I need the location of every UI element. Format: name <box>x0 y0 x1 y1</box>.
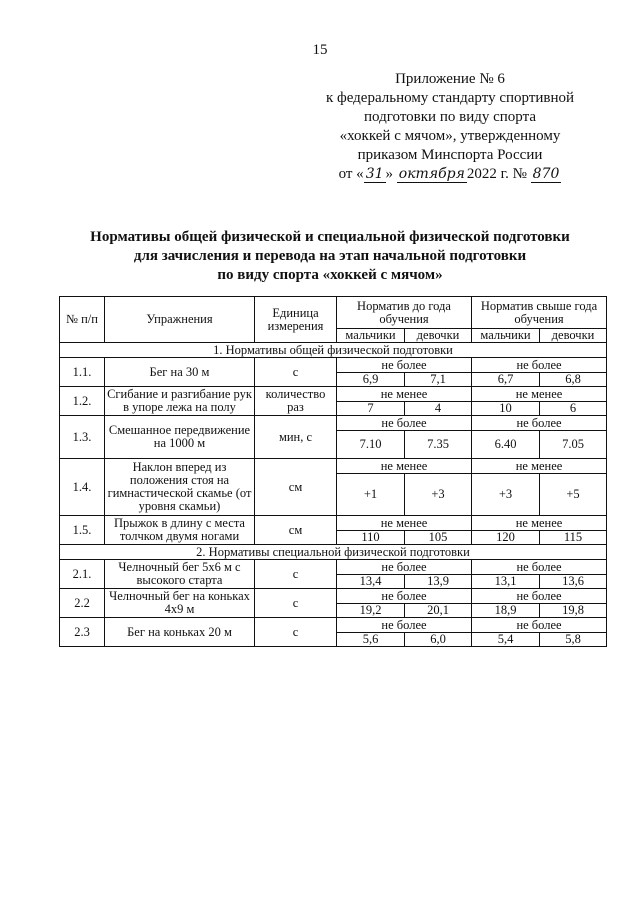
table-row <box>60 358 607 373</box>
row-condition: не менее <box>337 459 472 474</box>
value-cell: +1 <box>337 474 405 516</box>
row-num: 2.1. <box>60 560 105 589</box>
header-unit: Единица измерения <box>255 297 337 343</box>
title-line: для зачисления и перевода на этап начальной подготовки <box>133 248 527 264</box>
table-row <box>60 560 607 575</box>
row-unit: см <box>255 459 337 516</box>
value-cell: 5,6 <box>337 633 405 647</box>
table-row <box>60 589 607 604</box>
row-num: 1.4. <box>60 459 105 516</box>
value-cell: 5,4 <box>472 633 540 647</box>
row-num: 1.1. <box>60 358 105 387</box>
row-unit: количество раз <box>255 387 337 416</box>
table-row <box>60 416 607 431</box>
header-num: № п/п <box>60 297 105 343</box>
section-title: 1. Нормативы общей физической подготовки <box>60 343 607 358</box>
row-condition: не более <box>337 416 472 431</box>
value-cell: 6 <box>540 402 607 416</box>
table-row <box>60 459 607 474</box>
appendix-line: к федеральному стандарту спортивной <box>325 90 575 106</box>
value-cell: 13,4 <box>337 575 405 589</box>
value-cell: 19,2 <box>337 604 405 618</box>
value-cell: 20,1 <box>405 604 472 618</box>
value-cell: 110 <box>337 531 405 545</box>
handwritten-number: 870 <box>532 166 560 182</box>
row-condition: не более <box>337 358 472 373</box>
year-text: 2022 г. № <box>466 166 527 182</box>
page-number: 15 <box>312 42 328 58</box>
row-exercise: Смешанное передвижение на 1000 м <box>105 416 255 459</box>
header-boys: мальчики <box>472 329 540 343</box>
title-line: по виду спорта «хоккей с мячом» <box>217 267 443 283</box>
row-condition: не менее <box>472 516 607 531</box>
value-cell: 7 <box>337 402 405 416</box>
row-unit: мин, с <box>255 416 337 459</box>
row-num: 2.3 <box>60 618 105 647</box>
header-exercise: Упражнения <box>105 297 255 343</box>
row-num: 1.2. <box>60 387 105 416</box>
appendix-header <box>300 70 600 184</box>
value-cell: 19,8 <box>540 604 607 618</box>
value-cell: 6,0 <box>405 633 472 647</box>
title-line: Нормативы общей физической и специальной физической подготовки <box>90 229 570 245</box>
row-exercise: Челночный бег 5х6 м с высокого старта <box>105 560 255 589</box>
table-row <box>60 516 607 531</box>
row-exercise: Сгибание и разгибание рук в упоре лежа на полу <box>105 387 255 416</box>
table-row <box>60 618 607 633</box>
row-num: 1.3. <box>60 416 105 459</box>
row-condition: не более <box>337 560 472 575</box>
row-exercise: Прыжок в длину с места толчком двумя ногами <box>105 516 255 545</box>
row-unit: с <box>255 358 337 387</box>
handwritten-month: октября <box>398 166 465 182</box>
row-condition: не более <box>472 416 607 431</box>
value-cell: 7.35 <box>405 431 472 459</box>
header-norm-year1: Норматив до года обучения <box>337 297 472 329</box>
row-num: 2.2 <box>60 589 105 618</box>
appendix-line: подготовки по виду спорта <box>364 109 536 125</box>
table-row <box>60 387 607 402</box>
row-condition: не более <box>472 589 607 604</box>
value-cell: +3 <box>472 474 540 516</box>
value-cell: 13,1 <box>472 575 540 589</box>
row-exercise: Наклон вперед из положения стоя на гимнастической скамье (от уровня скамьи) <box>105 459 255 516</box>
value-cell: 6.40 <box>472 431 540 459</box>
appendix-line: приказом Минспорта России <box>357 147 543 163</box>
value-cell: 13,6 <box>540 575 607 589</box>
table-header-row <box>60 297 607 329</box>
handwritten-day: 31 <box>365 166 384 182</box>
document-title <box>60 228 600 285</box>
date-prefix: от « <box>338 166 364 182</box>
row-condition: не менее <box>472 459 607 474</box>
value-cell: 10 <box>472 402 540 416</box>
value-cell: +5 <box>540 474 607 516</box>
row-condition: не менее <box>337 516 472 531</box>
row-exercise: Бег на коньках 20 м <box>105 618 255 647</box>
header-girls: девочки <box>405 329 472 343</box>
appendix-line: «хоккей с мячом», утвержденному <box>339 128 561 144</box>
section-title: 2. Нормативы специальной физической подготовки <box>60 545 607 560</box>
appendix-date-line <box>300 165 600 184</box>
value-cell: 18,9 <box>472 604 540 618</box>
row-unit: с <box>255 560 337 589</box>
value-cell: 120 <box>472 531 540 545</box>
header-boys: мальчики <box>337 329 405 343</box>
row-exercise: Челночный бег на коньках 4х9 м <box>105 589 255 618</box>
value-cell: 6,7 <box>472 373 540 387</box>
row-unit: см <box>255 516 337 545</box>
value-cell: 13,9 <box>405 575 472 589</box>
row-condition: не более <box>472 618 607 633</box>
row-condition: не более <box>472 358 607 373</box>
value-cell: +3 <box>405 474 472 516</box>
section-row <box>60 545 607 560</box>
value-cell: 7.05 <box>540 431 607 459</box>
row-unit: с <box>255 589 337 618</box>
row-exercise: Бег на 30 м <box>105 358 255 387</box>
row-condition: не более <box>472 560 607 575</box>
section-row <box>60 343 607 358</box>
value-cell: 4 <box>405 402 472 416</box>
norms-table <box>59 296 607 647</box>
value-cell: 7,1 <box>405 373 472 387</box>
row-condition: не более <box>337 589 472 604</box>
header-girls: девочки <box>540 329 607 343</box>
row-num: 1.5. <box>60 516 105 545</box>
value-cell: 6,8 <box>540 373 607 387</box>
row-unit: с <box>255 618 337 647</box>
row-condition: не менее <box>337 387 472 402</box>
value-cell: 7.10 <box>337 431 405 459</box>
appendix-line: Приложение № 6 <box>395 71 505 87</box>
value-cell: 6,9 <box>337 373 405 387</box>
row-condition: не более <box>337 618 472 633</box>
date-quote: » <box>385 166 394 182</box>
value-cell: 115 <box>540 531 607 545</box>
row-condition: не менее <box>472 387 607 402</box>
value-cell: 5,8 <box>540 633 607 647</box>
value-cell: 105 <box>405 531 472 545</box>
header-norm-over1: Норматив свыше года обучения <box>472 297 607 329</box>
